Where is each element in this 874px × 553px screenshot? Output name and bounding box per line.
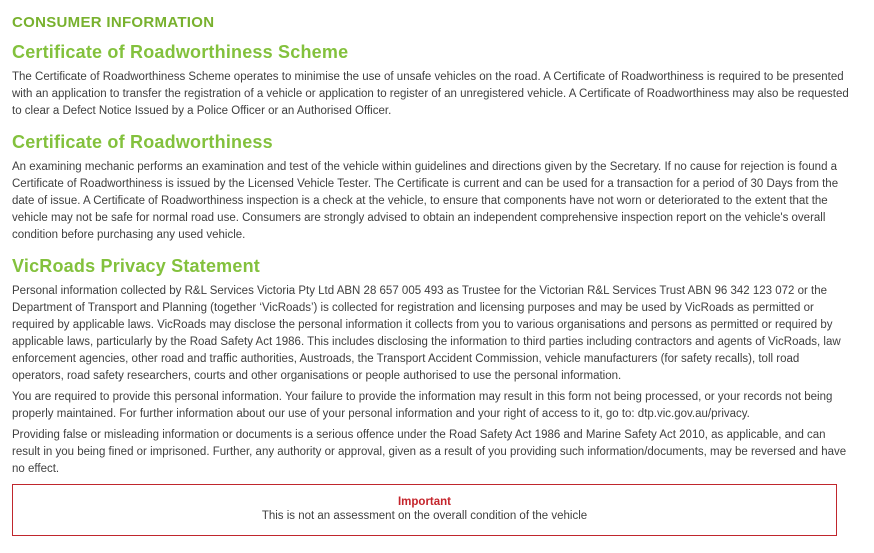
important-notice-title: Important: [397, 496, 452, 508]
section-heading-vicroads-privacy-statement: VicRoads Privacy Statement: [12, 256, 260, 276]
section-heading-certificate-of-roadworthiness: Certificate of Roadworthiness: [12, 132, 273, 152]
important-notice-box: [12, 484, 837, 536]
section-certificate-of-roadworthiness: [12, 133, 854, 244]
section-roadworthiness-scheme: [12, 43, 854, 120]
important-notice-text: This is not an assessment on the overall condition of the vehicle: [261, 510, 588, 522]
roadworthiness-scheme-paragraph: The Certificate of Roadworthiness Scheme operates to minimise the use of unsafe vehicles on the road. A Certificate of Roadworthiness is required to be presented with an application to transfer the registration of a vehicle or application to register of an unregistered vehicle. A Certificate of Roadworthiness may also be requested to clear a Defect Notice Issued by a Police Officer or an Authorised Officer.: [12, 71, 849, 117]
privacy-statement-paragraph-collection: Personal information collected by R&L Services Victoria Pty Ltd ABN 28 657 005 493 as Trustee for the Victorian R&L Services Trust ABN 96 342 123 072 or the Department of Transport and Planning (together ‘VicRoads’) is collected for registration and licensing purposes and may be used by VicRoads as permitted or required by applicable laws. VicRoads may disclose the personal information it collects from you to various organisations and persons as permitted or required by applicable laws, particularly by the Road Safety Act 1986. This includes disclosing the information to third parties including contractors and agents of VicRoads, law enforcement agencies, other road and traffic authorities, Austroads, the Transport Accident Commission, vehicle manufacturers (for safety recalls), toll road operators, road safety researchers, courts and other organisations or people authorised to use the personal information.: [12, 285, 841, 382]
page-title: CONSUMER INFORMATION: [12, 14, 215, 31]
privacy-statement-paragraph-required: You are required to provide this personal information. Your failure to provide the information may result in this form not being processed, or your records not being properly maintained. For further information about our use of your personal information and your right of access to it, go to: dtp.vic.gov.au/privacy.: [12, 391, 833, 420]
certificate-of-roadworthiness-paragraph: An examining mechanic performs an examination and test of the vehicle within guidelines and directions given by the Secretary. If no cause for rejection is found a Certificate of Roadworthiness is issued by the Licensed Vehicle Tester. The Certificate is current and can be used for a transaction for a period of 30 Days from the date of issue. A Certificate of Roadworthiness inspection is a check at the vehicle, to ensure that components have not worn or deteriorated to the extent that the vehicle may not be safe for normal road use. Consumers are strongly advised to obtain an independent comprehensive inspection report on the vehicle's overall condition before purchasing any used vehicle.: [12, 161, 839, 241]
section-vicroads-privacy-statement: [12, 257, 854, 478]
section-heading-roadworthiness-scheme: Certificate of Roadworthiness Scheme: [12, 42, 349, 62]
privacy-statement-paragraph-false-info: Providing false or misleading information or documents is a serious offence under the Road Safety Act 1986 and Marine Safety Act 2010, as applicable, and can result in you being fined or imprisoned. Further, any authority or approval, given as a result of you providing such information/documents, may be reversed and have no effect.: [12, 429, 847, 475]
